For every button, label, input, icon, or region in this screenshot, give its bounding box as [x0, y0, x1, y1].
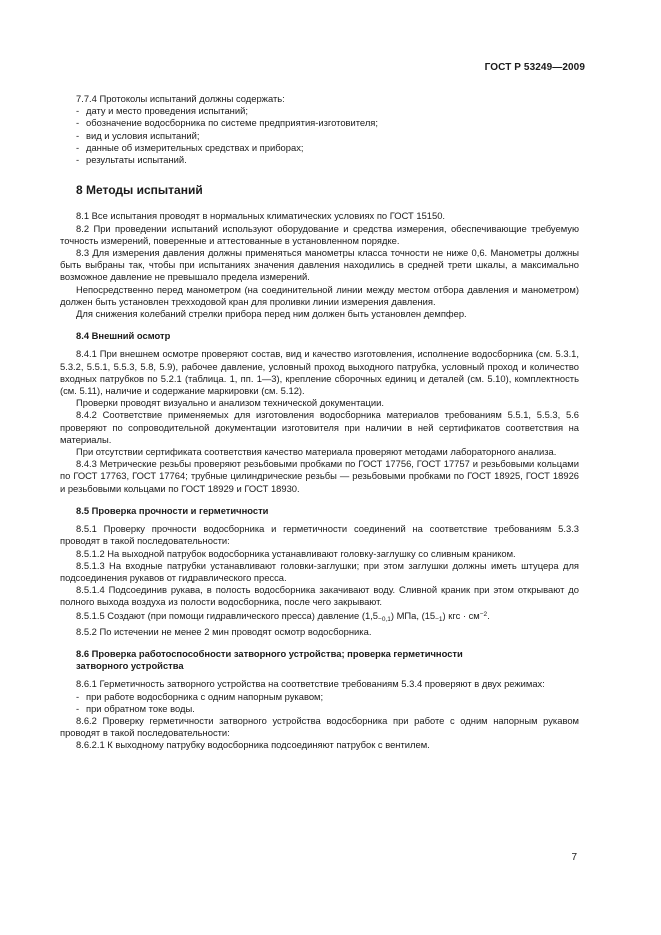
- clause-8-6-1: 8.6.1 Герметичность затворного устройства на соответствие требованиям 5.3.4 проверяют в двух режимах:: [76, 678, 545, 690]
- clause-8-3: 8.3 Для измерения давления должны применяться манометры класса точности не ниже 0,6. Манометры должны быть выбраны так, чтобы при испытаниях значения давления находились в средней трети шкалы, а максимально возможное давление не превышало предела измерений.: [60, 247, 579, 283]
- clause-8-5-1-2: 8.5.1.2 На выходной патрубок водосборника устанавливают головку-заглушку со сливным краником.: [76, 547, 516, 559]
- list-item: - данные об измерительных средствах и приборах;: [76, 141, 304, 153]
- standard-designation: ГОСТ Р 53249—2009: [484, 62, 585, 73]
- list-item: - вид и условия испытаний;: [76, 129, 200, 141]
- clause-8-2: 8.2 При проведении испытаний используют оборудование и средства измерения, обеспечивающие требуемую точность измерений, поверенные и аттестованные в установленном порядке.: [60, 222, 579, 246]
- clause-8-6-2-1: 8.6.2.1 К выходному патрубку водосборника подсоединяют патрубок с вентилем.: [76, 739, 430, 751]
- clause-8-3-damper: Для снижения колебаний стрелки прибора перед ним должен быть установлен демпфер.: [76, 308, 467, 320]
- section-8-5-title: 8.5 Проверка прочности и герметичности: [76, 504, 269, 516]
- section-8-6-title: 8.6 Проверка работоспособности затворного устройства; проверка герметичности затворного устройства: [76, 647, 463, 672]
- clause-8-4-1: 8.4.1 При внешнем осмотре проверяют состав, вид и качество изготовления, исполнение водосборника (см. 5.3.1, 5.3.2, 5.5.1, 5.5.3, 5.8, 5.9), рабочее давление, условный проход выходного патрубка, условный проход и количество входных патрубков по 5.2.1 (таблица. 1, пп. 1—3), крепление сборочных единиц и деталей (см. 5.10), комплектность (см. 5.11), наличие и содержание маркировки (см. 5.12).: [60, 348, 579, 397]
- section-8-title: 8 Методы испытаний: [76, 183, 203, 198]
- clause-8-5-1-5: 8.5.1.5 Создают (при помощи гидравлического пресса) давление $(1,5_{-0,1})$ МПа, $(15_{-1})$ кгс · $см^{-2}$.: [76, 609, 490, 623]
- clause-8-5-2: 8.5.2 По истечении не менее 2 мин проводят осмотр водосборника.: [76, 625, 372, 637]
- list-item: - обозначение водосборника по системе предприятия-изготовителя;: [76, 117, 378, 129]
- clause-8-1: 8.1 Все испытания проводят в нормальных климатических условиях по ГОСТ 15150.: [76, 210, 446, 222]
- clause-8-5-1-4: 8.5.1.4 Подсоединив рукава, в полость водосборника закачивают воду. Сливной краник при этом открывают до полного выхода воздуха из полости водосборника, после чего закрывают.: [60, 584, 579, 608]
- list-item: - результаты испытаний.: [76, 154, 187, 166]
- clause-8-6-2: 8.6.2 Проверку герметичности затворного устройства водосборника при работе с одним напорным рукавом проводят в такой последовательности:: [60, 714, 579, 739]
- clause-8-4-2-lab: При отсутствии сертификата соответствия качество материала проверяют методами лабораторного анализа.: [76, 446, 557, 458]
- clause-8-5-1: 8.5.1 Проверку прочности водосборника и герметичности соединений на соответствие требованиям 5.3.3 проводят в такой последовательности:: [60, 523, 579, 547]
- clause-7-7-4-intro: 7.7.4 Протоколы испытаний должны содержать:: [76, 93, 285, 104]
- document-body: [60, 93, 579, 752]
- list-item: - при обратном токе воды.: [76, 702, 195, 714]
- protocol-contents-list: [60, 105, 579, 166]
- clause-8-4-1-checks: Проверки проводят визуально и анализом технической документации.: [76, 397, 384, 409]
- list-item: - дату и место проведения испытаний;: [76, 105, 248, 117]
- list-item: - при работе водосборника с одним напорным рукавом;: [76, 690, 324, 702]
- clause-8-3-manometer-valve: Непосредственно перед манометром (на соединительной линии между местом отбора давления и манометром) должен быть установлен трехходовой кран для проливки линии измерения давления.: [60, 283, 579, 307]
- clause-8-4-3: 8.4.3 Метрические резьбы проверяют резьбовыми пробками по ГОСТ 17756, ГОСТ 17757 и резьбовыми кольцами по ГОСТ 17763, ГОСТ 17764; трубные цилиндрические резьбы — резьбовыми пробками по ГОСТ 18925, ГОСТ 18926 и резьбовыми кольцами по ГОСТ 18929 и ГОСТ 18930.: [60, 458, 579, 494]
- clause-8-4-2: 8.4.2 Соответствие применяемых для изготовления водосборника материалов требованиям 5.5.1, 5.5.3, 5.6 проверяют по сопроводительной документации изготовителя при наличии в ней сертификатов соответствия на материалы.: [60, 409, 579, 445]
- clause-8-5-1-3: 8.5.1.3 На входные патрубки устанавливают головки-заглушки; при этом заглушки должны иметь штуцера для подсоединения рукавов от гидравлического пресса.: [60, 559, 579, 583]
- test-modes-list: [60, 691, 579, 715]
- page-number: 7: [571, 852, 577, 863]
- section-8-4-title: 8.4 Внешний осмотр: [76, 330, 171, 342]
